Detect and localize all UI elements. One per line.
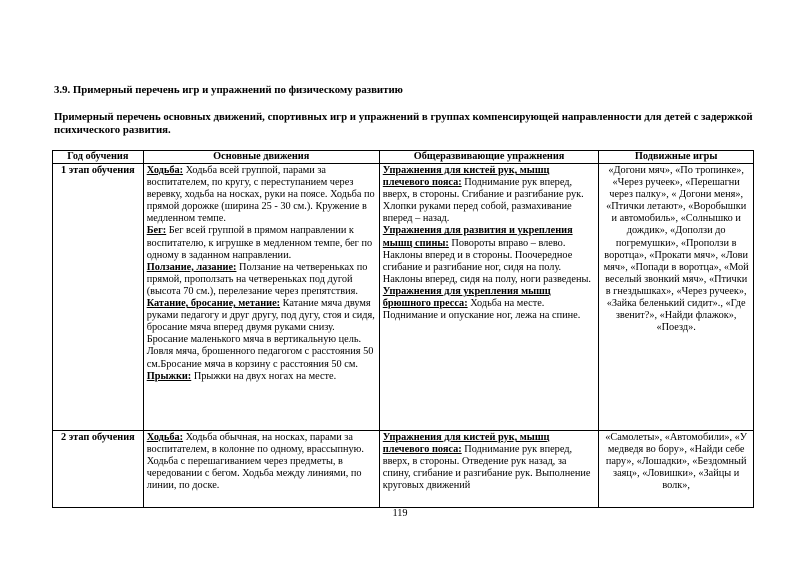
movement-label: Ходьба:: [146, 432, 184, 443]
movement-text: Ходьба обычная, на носках, парами за воспитателем, в колонне по одному, врассыпную. Ходьба с перешагиванием через предметы, в чередовании с бегом. Ходьба между линиями, по линии, по доске.: [146, 432, 364, 492]
header-games: Подвижные игры: [599, 151, 754, 164]
exercise-text: Поднимание рук вперед, вверх, в стороны. Отведение рук назад, за спину, сгибание и разгибание рук. Выполнение круговых движений: [382, 444, 591, 492]
movement-text: Ходьба всей группой, парами за воспитателем, по кругу, с переступанием через веревку, ходьба на носках, руки на поясе. Ходьба по прямой дорожке (ширина 25 - 30 см.). Кружение в медленном темпе.: [146, 165, 375, 225]
movement-text: Катание мяча двумя руками педагогу и друг другу, под дугу, стоя и сидя, бросание мяча вперед двумя руками снизу. Бросание маленького мяча в вертикальную цель. Ловля мяча, брошенного педагогом с расстояния 50 см.Бросание мяча в корзину с расстояния 50 см.: [146, 298, 375, 370]
movement-label: Катание, бросание, метание:: [146, 298, 281, 310]
exercise-text: Ходьба на месте. Поднимание и опускание ног, лежа на спине.: [382, 298, 581, 322]
movement-label: Бег:: [146, 225, 167, 237]
year-cell: 1 этап обучения: [53, 164, 144, 431]
exercises-cell: [379, 431, 599, 508]
movement-label: Ходьба:: [146, 165, 184, 176]
exercise-label: Упражнения для кистей рук, мышц плечевого пояса:: [382, 165, 550, 189]
movement-label: Ползание, лазание:: [146, 261, 237, 273]
exercise-table: [52, 150, 754, 508]
movement-label: Прыжки:: [146, 370, 192, 382]
movement-text: Бег всей группой в прямом направлении к воспитателю, к игрушке в медленном темпе, бег по одному в заданном направлении.: [146, 225, 373, 261]
table-row: [53, 431, 754, 508]
header-exercises: Общеразвивающие упражнения: [379, 151, 599, 164]
movements-cell: [143, 431, 379, 508]
exercise-label: Упражнения для развития и укрепления мышц спины:: [382, 225, 573, 249]
exercises-cell: [379, 164, 599, 431]
header-year: Год обучения: [53, 151, 144, 164]
header-movements: Основные движения: [143, 151, 379, 164]
table-header-row: [53, 151, 754, 164]
games-cell: «Самолеты», «Автомобили», «У медведя во бору», «Найди себе пару», «Лошадки», «Бездомный заяц», «Ловишки», «Зайцы и волк»,: [599, 431, 754, 508]
exercise-label: Упражнения для кистей рук, мышц плечевого пояса:: [382, 432, 550, 456]
exercise-label: Упражнения для укрепления мышц брюшного пресса:: [382, 285, 551, 310]
year-cell: 2 этап обучения: [53, 431, 144, 508]
movement-text: Ползание на четвереньках по прямой, проползать на четвереньках под дугой (высота 70 см.), перелезание через препятствия.: [146, 261, 368, 297]
section-heading: 3.9. Примерный перечень игр и упражнений по физическому развитию: [54, 84, 403, 96]
page-number: 119: [392, 508, 408, 519]
movement-text: Прыжки на двух ногах на месте.: [191, 370, 337, 382]
exercise-text: Поднимание рук вперед, вверх, в стороны. Сгибание и разгибание рук. Хлопки руками перед собой, размахивание вперед – назад.: [382, 177, 584, 225]
games-cell: «Догони мяч», «По тропинке», «Через ручеек», «Перешагни через палку», « Догони меня», «Птички летают», «Воробышки и автомобиль», «Солнышко и дождик», «Доползи до погремушки», «Проползи в воротца», «Прокати мяч», «Лови мяч», «Попади в воротца», «Мой веселый звонкий мяч», «Птички в гнездышках», «Через ручеек», «Зайка беленький сидит»., «Где звенит?», «Найди флажок», «Поезд».: [599, 164, 754, 431]
table-caption: Примерный перечень основных движений, спортивных игр и упражнений в группах компенсирующей направленности для детей с задержкой психического развития.: [54, 111, 753, 136]
movements-cell: [143, 164, 379, 431]
table-row: [53, 164, 754, 431]
exercise-text: Повороты вправо – влево. Наклоны вперед и в стороны. Поочередное сгибание и разгибание ног, сидя на полу. Наклоны вперед, сидя на полу, ноги разведены.: [382, 237, 591, 285]
